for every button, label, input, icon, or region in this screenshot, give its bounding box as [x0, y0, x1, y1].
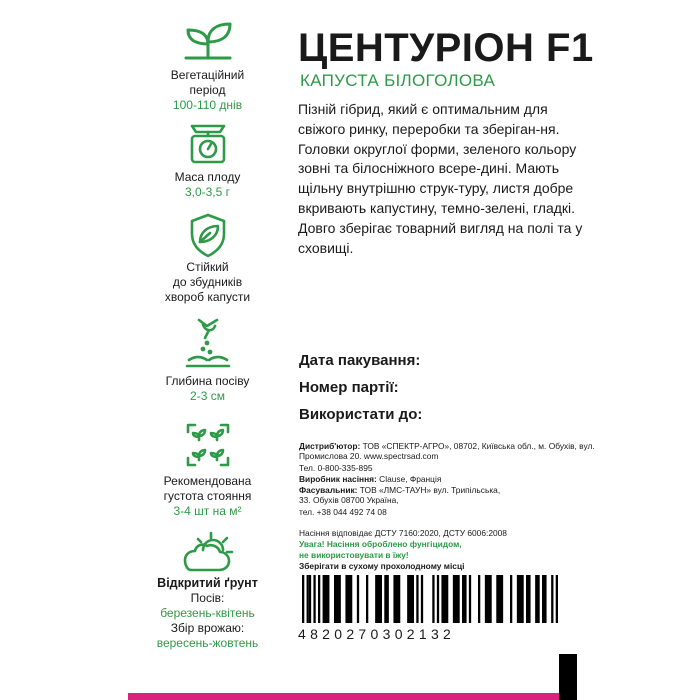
barcode-digits: 4820270302132 [298, 626, 456, 642]
phone-1: Тел. 0-800-335-895 [299, 463, 373, 473]
vegetation-block [150, 18, 265, 113]
warning-line-2: не використовувати в їжу! [299, 550, 409, 560]
resistance-block [150, 212, 265, 305]
use-by-field: Використати до: [299, 406, 423, 423]
product-description: Пізній гібрид, який є оптимальним для свіжого ринку, переробки та зберіган-ня. Головки округлої форми, зеленого кольору зовні та білосніжного всере-дині. Мають щільну внутрішню струк-туру, листя добре вкривають капустину, темно-зелені, гладкі. Довго зберігає товарний вигляд на полі та у сховищі. [298, 101, 583, 256]
barcode-bar [384, 575, 389, 623]
barcode-bar [441, 575, 448, 623]
barcode-bar [357, 575, 359, 623]
scale-icon [188, 118, 228, 164]
density-block [150, 422, 265, 519]
barcode-bar [510, 575, 512, 623]
barcode-bar [462, 575, 467, 623]
producer-info [299, 474, 599, 484]
vegetation-label-1: Вегетаційний [170, 68, 245, 82]
barcode-bar [309, 575, 311, 623]
sprout-icon [180, 18, 236, 62]
barcode-bar [556, 575, 558, 623]
producer-label: Виробник насіння: [299, 474, 377, 484]
ground-title: Відкритий ґрунт [157, 576, 258, 590]
pack-date-field: Дата пакування: [299, 352, 421, 369]
phone-2: тел. +38 044 492 74 08 [299, 507, 387, 517]
barcode-bar [307, 575, 309, 623]
barcode-bar [313, 575, 315, 623]
barcode-bar [407, 575, 414, 623]
barcode-bar [375, 575, 382, 623]
packer-info [299, 485, 514, 506]
barcode-bar [437, 575, 439, 623]
distributor-text: ТОВ «СПЕКТР-АГРО», 08702, Київська обл., м. Обухів, вул. Промислова 20. www.spectrsad.com [299, 441, 595, 462]
packer-text: ТОВ «ЛМС-ТАУН» вул. Трипільська, 33. Обухів 08700 Україна, [299, 485, 501, 506]
ground-block [150, 530, 265, 651]
barcode-bar [432, 575, 434, 623]
producer-text: Clause, Франція [376, 474, 442, 484]
resistance-line-2: до збудників [172, 275, 243, 289]
weight-block [150, 118, 265, 200]
barcode-bar [318, 575, 320, 623]
harvest-label: Збір врожаю: [170, 621, 245, 635]
barcode-bar [302, 575, 304, 623]
distributor-label: Дистриб'ютор: [299, 441, 361, 451]
barcode-bar [535, 575, 540, 623]
pink-strip [128, 693, 559, 700]
barcode-bar [323, 575, 330, 623]
sun-cloud-icon [181, 530, 235, 574]
density-line-1: Рекомендована [163, 474, 252, 488]
vegetation-label-2: період [189, 83, 226, 97]
batch-field: Номер партії: [299, 379, 399, 396]
storage-text: Зберігати в сухому прохолодному місці [299, 561, 465, 571]
warning-line-1: Увага! Насіння оброблено фунгіцидом, [299, 539, 462, 549]
barcode [300, 575, 560, 623]
barcode-bar [453, 575, 460, 623]
plant-density-icon [185, 422, 231, 468]
depth-value: 2-3 см [190, 389, 225, 403]
harvest-value: вересень-жовтень [156, 636, 259, 650]
barcode-bar [469, 575, 471, 623]
barcode-bar [421, 575, 423, 623]
barcode-bar [366, 575, 368, 623]
density-value: 3-4 шт на м² [173, 504, 242, 518]
barcode-bar [517, 575, 524, 623]
barcode-bar [416, 575, 418, 623]
barcode-bar [526, 575, 531, 623]
barcode-bar [478, 575, 480, 623]
depth-block [150, 316, 265, 404]
density-line-2: густота стояння [163, 489, 252, 503]
sowing-hand-icon [183, 316, 233, 368]
black-bar [559, 654, 577, 700]
barcode-bar [485, 575, 492, 623]
barcode-bar [542, 575, 547, 623]
barcode-bar [393, 575, 400, 623]
barcode-bar [345, 575, 352, 623]
weight-label: Маса плоду [174, 170, 241, 184]
resistance-line-1: Стійкий [186, 260, 229, 274]
barcode-bar [496, 575, 503, 623]
barcode-bar [334, 575, 341, 623]
resistance-line-3: хвороб капусти [164, 290, 251, 304]
standard-text: Насіння відповідає ДСТУ 7160:2020, ДСТУ 6006:2008 [299, 528, 507, 538]
distributor-info [299, 441, 599, 462]
product-title: ЦЕНТУРІОН F1 [298, 26, 594, 70]
packer-label: Фасувальник: [299, 485, 358, 495]
shield-leaf-icon [188, 212, 228, 258]
barcode-bar [551, 575, 553, 623]
vegetation-value: 100-110 днів [172, 98, 243, 112]
sowing-label: Посів: [190, 591, 225, 605]
depth-label: Глибина посіву [165, 374, 250, 388]
sowing-value: березень-квітень [160, 606, 255, 620]
weight-value: 3,0-3,5 г [184, 185, 231, 199]
product-subtitle: КАПУСТА БІЛОГОЛОВА [300, 71, 496, 90]
